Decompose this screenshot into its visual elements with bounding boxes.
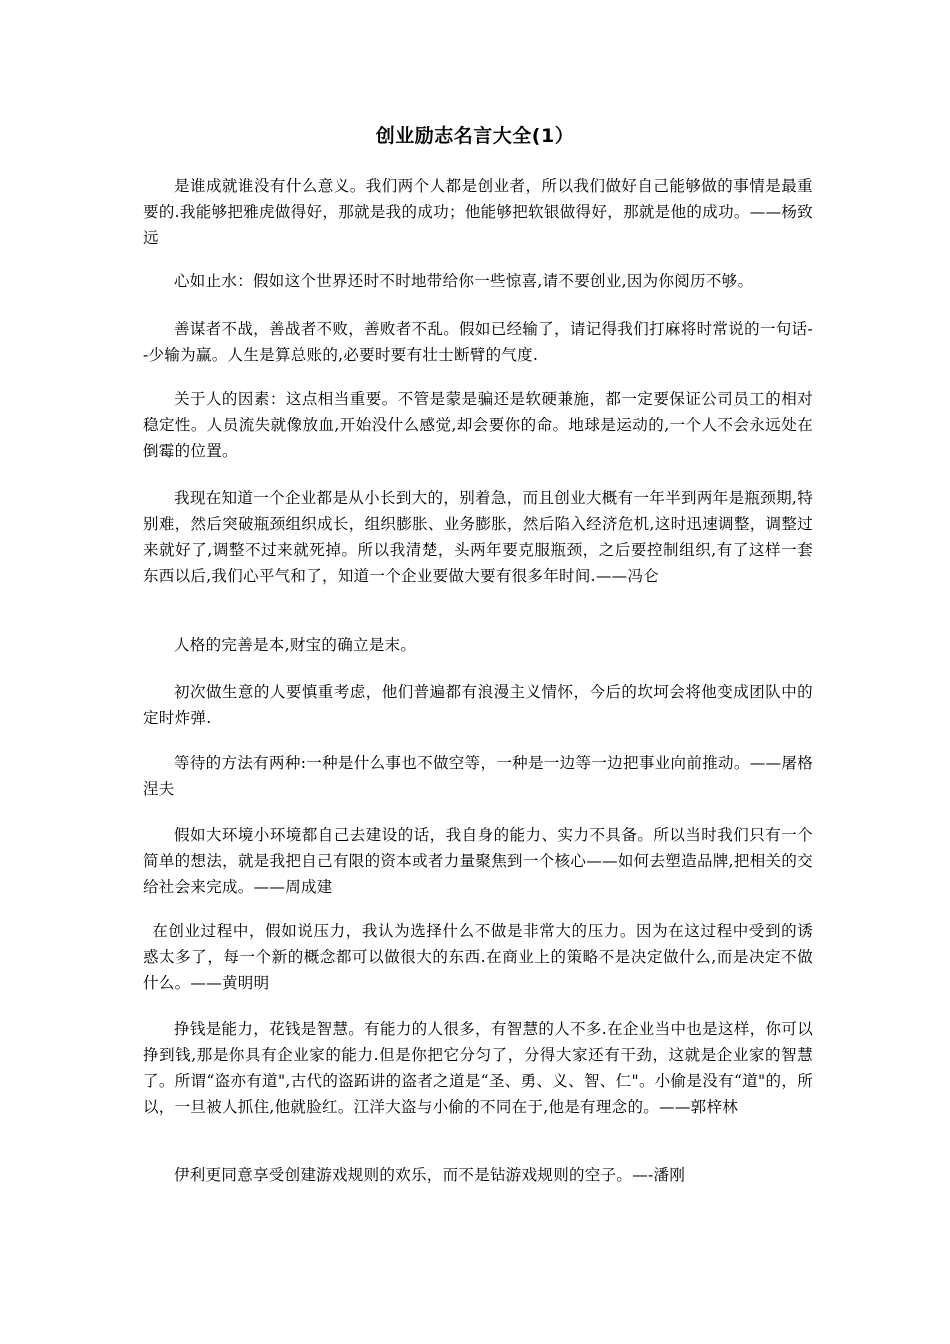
document-title: 创业励志名言大全(1）	[375, 125, 575, 147]
quote-paragraph-11: 挣钱是能力，花钱是智慧。有能力的人很多，有智慧的人不多.在企业当中也是这样，你可以挣到钱,那是你具有企业家的能力.但是你把它分匀了，分得大家还有干劲，这就是企业家的智慧了。所谓“盗亦有道",古代的盗跖讲的盗者之道是“圣、勇、义、智、仁"。小偷是没有“道"的，所以，一旦被人抓住,他就脸红。江洋大盗与小偷的不同在于,他是有理念的。——郭梓林	[143, 1020, 813, 1116]
quote-paragraph-8: 等待的方法有两种:一种是什么事也不做空等，一种是一边等一边把事业向前推动。——屠格涅夫	[143, 754, 813, 798]
quote-paragraph-2: 心如止水：假如这个世界还时不时地带给你一些惊喜,请不要创业,因为你阅历不够。	[174, 272, 754, 290]
quote-paragraph-9: 假如大环境小环境都自己去建设的话，我自身的能力、实力不具备。所以当时我们只有一个简单的想法，就是我把自己有限的资本或者力量聚焦到一个核心——如何去塑造品牌,把相关的交给社会来完成。——周成建	[143, 826, 813, 896]
quote-paragraph-10: 在创业过程中，假如说压力，我认为选择什么不做是非常大的压力。因为在这过程中受到的诱惑太多了，每一个新的概念都可以做很大的东西.在商业上的策略不是决定做什么,而是决定不做什么。——黄明明	[143, 922, 813, 992]
quote-paragraph-7: 初次做生意的人要慎重考虑，他们普遍都有浪漫主义情怀，今后的坎坷会将他变成团队中的定时炸弹.	[143, 683, 813, 727]
quote-paragraph-1: 是谁成就谁没有什么意义。我们两个人都是创业者，所以我们做好自己能够做的事情是最重要的.我能够把雅虎做得好，那就是我的成功；他能够把软银做得好，那就是他的成功。——杨致远	[143, 177, 813, 247]
quote-paragraph-6: 人格的完善是本,财宝的确立是末。	[174, 636, 417, 654]
quote-paragraph-3: 善谋者不战，善战者不败，善败者不乱。假如已经输了，请记得我们打麻将时常说的一句话--少输为赢。人生是算总账的,必要时要有壮士断臂的气度.	[143, 320, 813, 364]
quote-paragraph-12: 伊利更同意享受创建游戏规则的欢乐，而不是钻游戏规则的空子。—-潘刚	[174, 1166, 686, 1184]
quote-paragraph-4: 关于人的因素：这点相当重要。不管是蒙是骗还是软硬兼施，都一定要保证公司员工的相对稳定性。人员流失就像放血,开始没什么感觉,却会要你的命。地球是运动的,一个人不会永远处在倒霉的位置。	[143, 390, 813, 460]
quote-paragraph-5: 我现在知道一个企业都是从小长到大的，别着急，而且创业大概有一年半到两年是瓶颈期,特别难，然后突破瓶颈组织成长，组织膨胀、业务膨胀，然后陷入经济危机,这时迅速调整，调整过来就好了,调整不过来就死掉。所以我清楚，头两年要克服瓶颈，之后要控制组织,有了这样一套东西以后,我们心平气和了，知道一个企业要做大要有很多年时间.——冯仑	[143, 489, 813, 585]
